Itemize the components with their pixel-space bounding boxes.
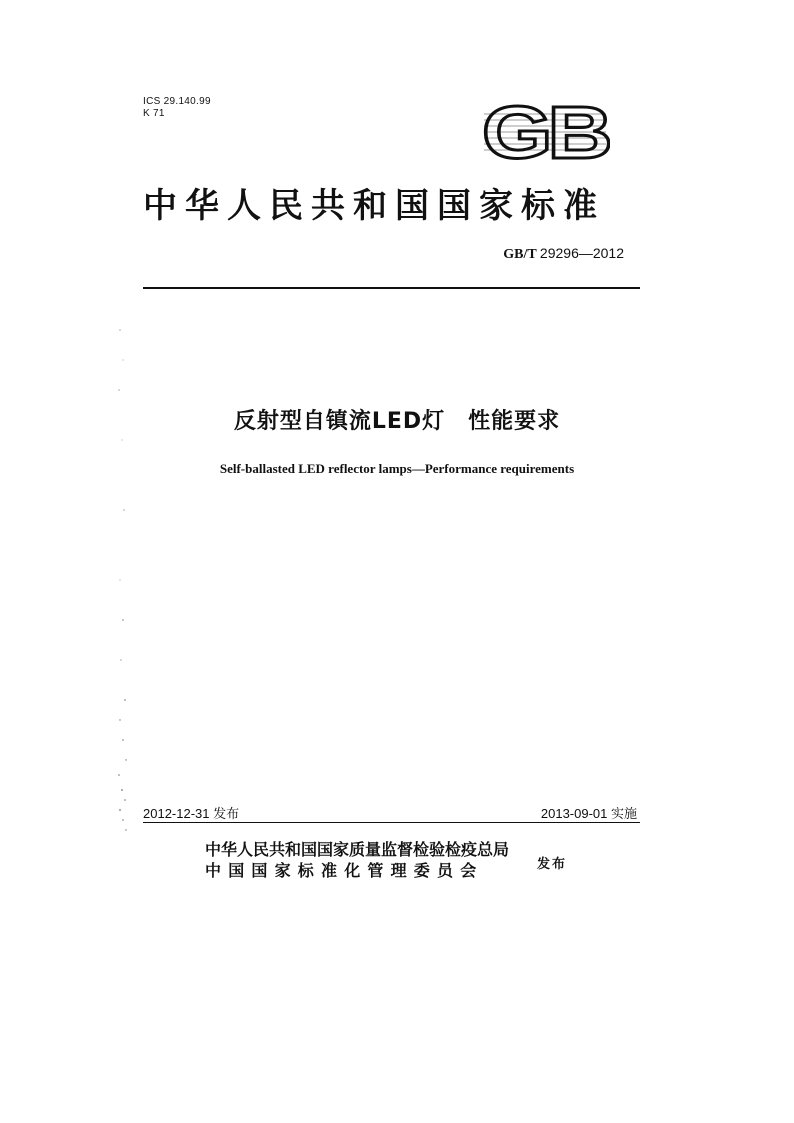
document-title-chinese: 反射型自镇流LED灯 性能要求 <box>233 409 561 434</box>
scan-speckle <box>114 320 130 840</box>
issuer-sac: 中国国家标准化管理委员会 <box>205 861 484 880</box>
gb-logo-text: GB <box>482 100 610 164</box>
publish-label: 发布 <box>537 857 568 872</box>
header-divider <box>143 287 640 289</box>
national-standard-title: 中华人民共和国国家标准 <box>143 186 605 226</box>
issue-date: 2012-12-31 发布 <box>143 806 240 821</box>
issuing-authorities <box>205 839 509 881</box>
ccs-code: K 71 <box>143 108 165 119</box>
classification-codes <box>143 96 211 120</box>
standard-number-value: 29296—2012 <box>539 245 624 261</box>
gb-logo <box>480 100 610 164</box>
standard-number-prefix: GB/T <box>503 247 537 262</box>
document-title-english: Self-ballasted LED reflector lamps—Performance requirements <box>219 461 575 476</box>
footer-divider <box>143 822 640 823</box>
issuer-aqsiq: 中华人民共和国国家质量监督检验检疫总局 <box>205 840 510 859</box>
effective-date: 2013-09-01 实施 <box>540 806 637 821</box>
ics-code: ICS 29.140.99 <box>143 96 211 107</box>
standard-number <box>503 245 624 263</box>
